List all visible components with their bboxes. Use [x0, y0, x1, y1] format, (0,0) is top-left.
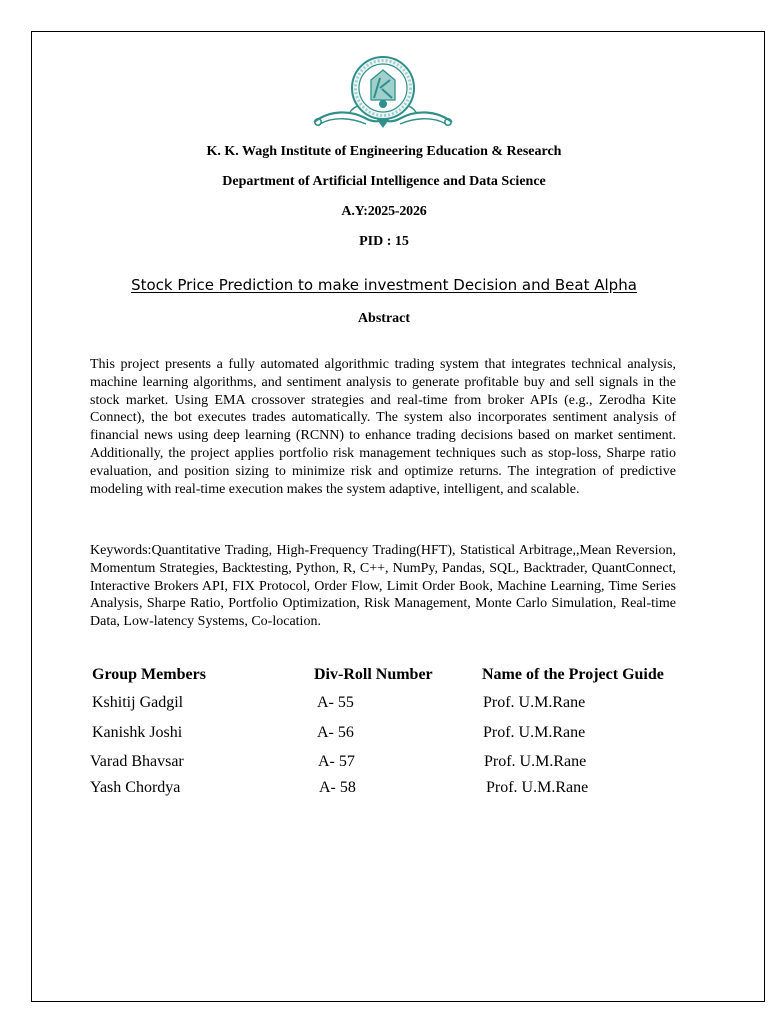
- academic-year: A.Y:2025-2026: [341, 204, 427, 219]
- keywords-text: Quantitative Trading, High-Frequency Trading(HFT), Statistical Arbitrage,,Mean Reversion, Momentum Strategies, Backtesting, Python, R, C++, NumPy, Pandas, SQL, Backtrader, QuantConnect, Interactive Brokers API, FIX Protocol, Order Flow, Limit Order Book, Machine Learning, Time Series Analysis, Sharpe Ratio, Portfolio Optimization, Risk Management, Monte Carlo Simulation, Real-time Data, Low-latency Systems, Co-location.: [90, 543, 676, 630]
- member-roll: A- 56: [317, 724, 354, 741]
- member-roll: A- 55: [317, 694, 354, 711]
- keywords-paragraph: [90, 542, 676, 631]
- member-roll: A- 57: [318, 753, 355, 770]
- member-guide: Prof. U.M.Rane: [484, 753, 587, 770]
- institute-name: K. K. Wagh Institute of Engineering Education & Research: [206, 144, 562, 159]
- member-name: Yash Chordya: [90, 779, 181, 796]
- project-title: Stock Price Prediction to make investment Decision and Beat Alpha: [131, 276, 637, 294]
- member-name: Varad Bhavsar: [90, 753, 184, 770]
- member-name: Kanishk Joshi: [92, 724, 183, 741]
- header-project-guide: Name of the Project Guide: [482, 666, 664, 683]
- member-guide: Prof. U.M.Rane: [483, 724, 586, 741]
- member-roll: A- 58: [319, 779, 356, 796]
- project-id: PID : 15: [359, 234, 409, 249]
- member-name: Kshitij Gadgil: [92, 694, 184, 711]
- header-div-roll-number: Div-Roll Number: [314, 666, 433, 683]
- member-guide: Prof. U.M.Rane: [483, 694, 586, 711]
- keywords-label: Keywords:: [90, 543, 152, 558]
- abstract-heading: Abstract: [357, 311, 411, 326]
- department-name: Department of Artificial Intelligence and Data Science: [222, 174, 546, 189]
- abstract-body: This project presents a fully automated algorithmic trading system that integrates technical analysis, machine learning algorithms, and sentiment analysis to generate profitable buy and sell signals in the stock market. Using EMA crossover strategies and real-time from broker APIs (e.g., Zerodha Kite Connect), the bot executes trades automatically. The system also incorporates sentiment analysis of financial news using deep learning (RCNN) to enhance trading decisions based on market sentiment. Additionally, the project applies portfolio risk management techniques such as stop-loss, Sharpe ratio evaluation, and position sizing to minimize risk and optimize returns. The integration of predictive modeling with real-time execution makes the system adaptive, intelligent, and scalable.: [90, 357, 676, 497]
- header-group-members: Group Members: [92, 666, 206, 683]
- member-guide: Prof. U.M.Rane: [486, 779, 589, 796]
- institute-logo: [310, 52, 456, 132]
